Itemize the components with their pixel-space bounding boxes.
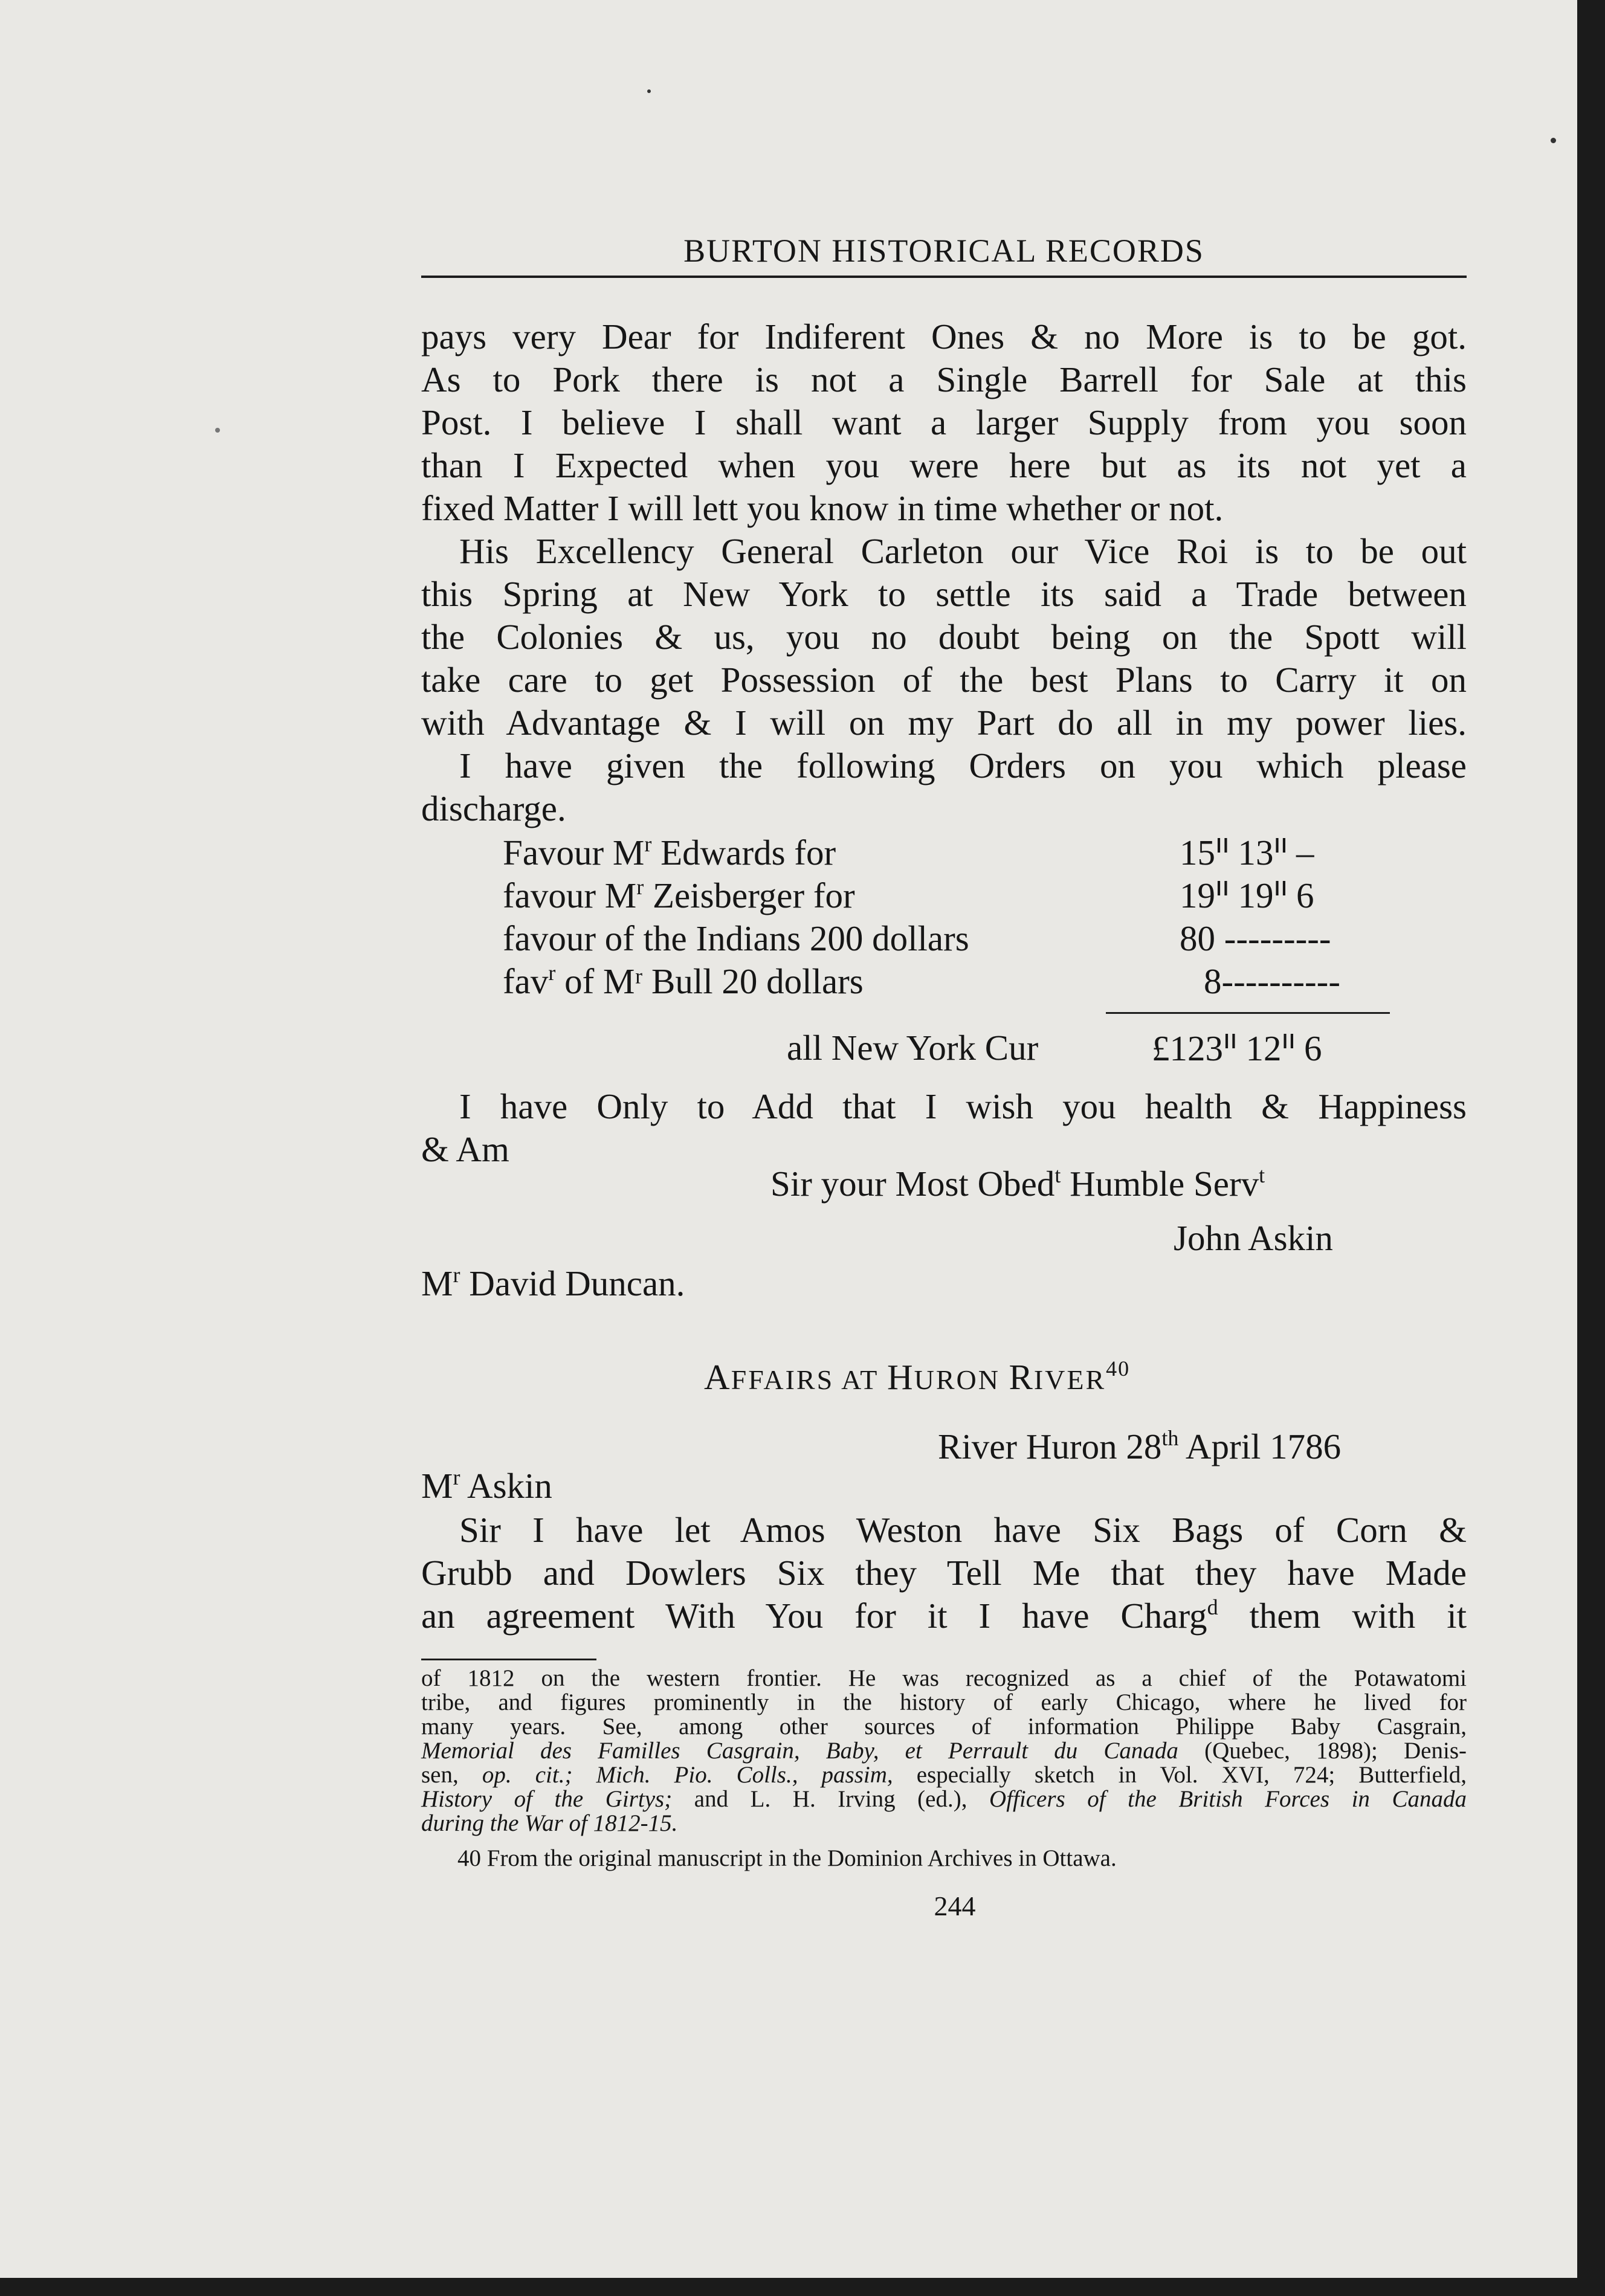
text-line: His Excellency General Carleton our Vice Roi is to be out	[459, 531, 1467, 571]
section-title: AFFAIRS AT HURON RIVER$^{40}$	[704, 1356, 1131, 1397]
addressee: $M^r$ David Duncan.	[421, 1263, 685, 1303]
text-line: As to Pork there is not a Single Barrell for Sale at this	[421, 360, 1467, 399]
total-amount: £123ᐦ 12ᐦ 6	[1152, 1028, 1322, 1068]
text-line: this Spring at New York to settle its said a Trade between	[421, 574, 1467, 614]
order-amount: 8----------	[1204, 961, 1340, 1001]
text-line: an agreement With You for it I have Charg$^d$ them with it	[421, 1595, 1467, 1636]
order-amount: 80 ---------	[1180, 918, 1331, 958]
text-line: with Advantage & I will on my Part do all in my power lies.	[421, 703, 1467, 743]
section-body	[421, 1509, 1467, 1637]
paper-speck	[1551, 138, 1556, 143]
footnote-line: Memorial des Familles Casgrain, Baby, et Perrault du Canada (Quebec, 1898); Denis-	[421, 1738, 1467, 1764]
closing-paragraph	[421, 1085, 1467, 1171]
page-number: 244	[934, 1891, 976, 1921]
text-line: take care to get Possession of the best Plans to Carry it on	[421, 660, 1467, 700]
text-line: the Colonies & us, you no doubt being on the Spott will	[421, 617, 1467, 657]
orders-list	[503, 831, 1385, 1003]
order-label: Favour $M^r$ Edwards for	[503, 832, 836, 872]
letter-paragraph-2	[421, 530, 1467, 744]
footnote-line: History of the Girtys; and L. H. Irving (ed.), Officers of the British Forces in Canada	[421, 1786, 1467, 1812]
order-amount: 19ᐦ 19ᐦ 6	[1180, 876, 1314, 915]
footnote-line: tribe, and figures prominently in the history of early Chicago, where he lived for	[421, 1689, 1467, 1715]
text-line: I have given the following Orders on you which please	[459, 746, 1467, 785]
paper-speck	[215, 428, 220, 433]
footnote-line: sen, op. cit.; Mich. Pio. Colls., passim, especially sketch in Vol. XVI, 724; Butterfield,	[421, 1762, 1467, 1788]
signature: John Askin	[1174, 1218, 1333, 1258]
footnote-line: of 1812 on the western frontier. He was recognized as a chief of the Potawatomi	[421, 1665, 1467, 1691]
text-line: discharge.	[421, 788, 566, 828]
complimentary-close: Sir your Most Obed$^t$ Humble Serv$^t$	[770, 1163, 1265, 1204]
text-line: than I Expected when you were here but as its not yet a	[421, 445, 1467, 485]
order-label: favour of the Indians 200 dollars	[503, 918, 969, 958]
order-row	[503, 874, 1385, 917]
sum-rule	[1106, 1012, 1390, 1014]
order-label: favour $M^r$ Zeisberger for	[503, 875, 855, 915]
header-rule	[421, 276, 1467, 278]
text-line: Sir I have let Amos Weston have Six Bags of Corn &	[459, 1510, 1467, 1550]
order-row	[503, 917, 1385, 960]
order-amount: 15ᐦ 13ᐦ –	[1180, 833, 1314, 872]
dateline: River Huron 28th April 1786	[938, 1426, 1342, 1466]
salutation: $M^r$ Askin	[421, 1465, 552, 1506]
letter-paragraph-1	[421, 315, 1467, 530]
order-row	[503, 960, 1385, 1003]
text-line: pays very Dear for Indiferent Ones & no More is to be got.	[421, 317, 1467, 356]
footnote-ref: 40	[1106, 1356, 1131, 1381]
text-line: & Am	[421, 1129, 509, 1169]
order-label: fav$^r$ of Mʳ Bull 20 dollars	[503, 961, 864, 1001]
text-line: I have Only to Add that I wish you health & Happiness	[459, 1086, 1467, 1126]
total-label: all New York Cur	[787, 1028, 1039, 1068]
text-line: Post. I believe I shall want a larger Supply from you soon	[421, 402, 1467, 442]
text-line: fixed Matter I will lett you know in time whether or not.	[421, 488, 1224, 528]
letter-paragraph-3	[421, 744, 1467, 830]
footnote-40: 40 From the original manuscript in the Dominion Archives in Ottawa.	[457, 1845, 1117, 1871]
running-head: BURTON HISTORICAL RECORDS	[683, 233, 1204, 269]
footnote-line: during the War of 1812-15.	[421, 1810, 678, 1836]
paper-speck	[647, 89, 651, 93]
footnote-line: many years. See, among other sources of information Philippe Baby Casgrain,	[421, 1714, 1467, 1740]
order-row	[503, 831, 1385, 874]
footnotes	[421, 1659, 1467, 1871]
text-line: Grubb and Dowlers Six they Tell Me that they have Made	[421, 1553, 1467, 1593]
